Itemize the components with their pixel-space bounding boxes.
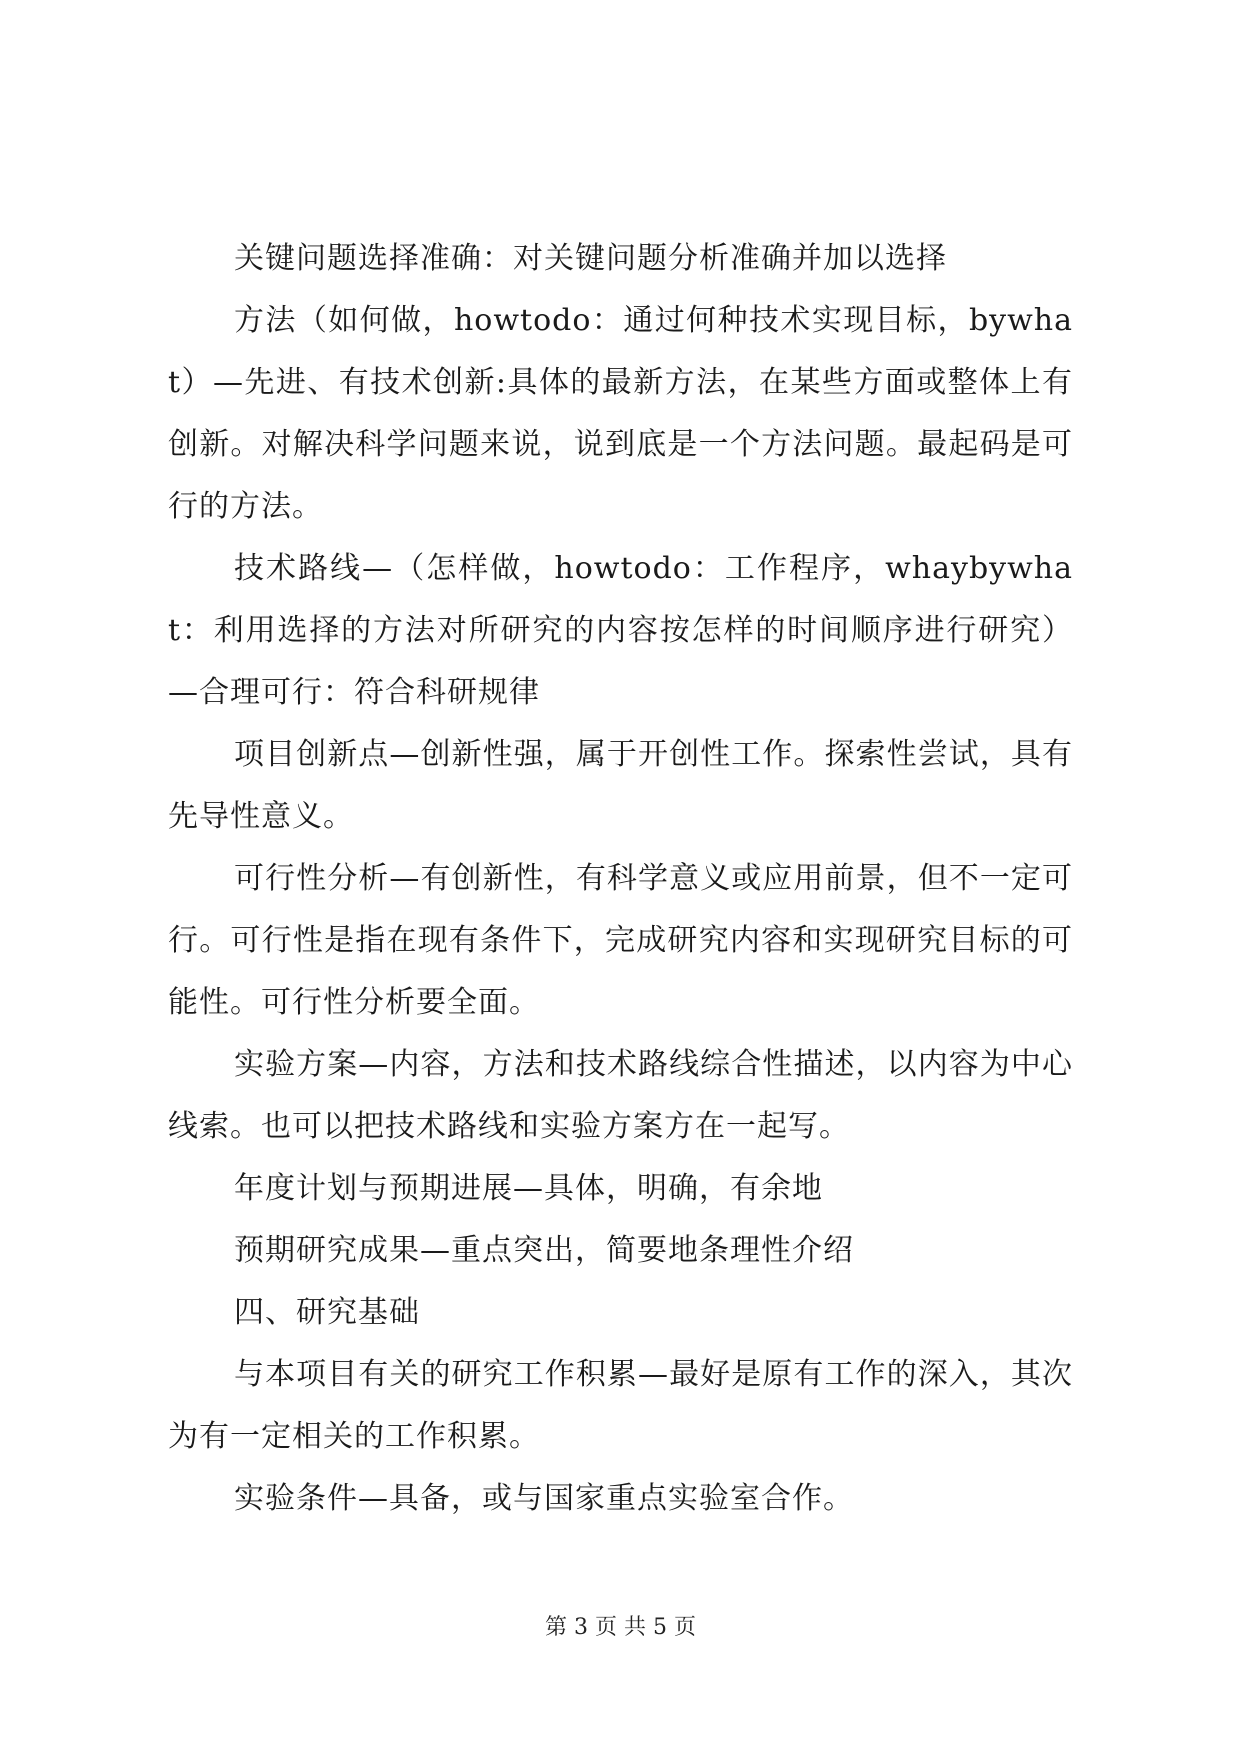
paragraph-expected-results: 预期研究成果—重点突出，简要地条理性介绍 <box>234 1233 854 1268</box>
paragraph-key-problem: 关键问题选择准确：对关键问题分析准确并加以选择 <box>234 241 947 276</box>
paragraph-annual-plan: 年度计划与预期进展—具体，明确，有余地 <box>234 1171 823 1206</box>
paragraph-method: 方法（如何做，howtodo：通过何种技术实现目标，bywhat）—先进、有技术创新:具体的最新方法，在某些方面或整体上有创新。对解决科学问题来说，说到底是一个方法问题。最起码是可行的方法。 <box>168 303 1073 524</box>
paragraph-feasibility: 可行性分析—有创新性，有科学意义或应用前景，但不一定可行。可行性是指在现有条件下，完成研究内容和实现研究目标的可能性。可行性分析要全面。 <box>168 861 1073 1020</box>
page-number-label: 第 3 页 共 5 页 <box>545 1615 696 1640</box>
paragraph-experiment-plan: 实验方案—内容，方法和技术路线综合性描述，以内容为中心线索。也可以把技术路线和实验方案方在一起写。 <box>168 1047 1073 1144</box>
section-heading-research-basis: 四、研究基础 <box>234 1295 420 1330</box>
paragraph-lab-conditions: 实验条件—具备，或与国家重点实验室合作。 <box>234 1481 854 1516</box>
document-body <box>168 228 1073 1530</box>
page-footer <box>0 1610 1241 1641</box>
paragraph-work-accumulation: 与本项目有关的研究工作积累—最好是原有工作的深入，其次为有一定相关的工作积累。 <box>168 1357 1073 1454</box>
paragraph-innovation: 项目创新点—创新性强，属于开创性工作。探索性尝试，具有先导性意义。 <box>168 737 1073 834</box>
paragraph-technical-route: 技术路线—（怎样做，howtodo：工作程序，whaybywhat：利用选择的方法对所研究的内容按怎样的时间顺序进行研究）—合理可行：符合科研规律 <box>168 551 1073 710</box>
